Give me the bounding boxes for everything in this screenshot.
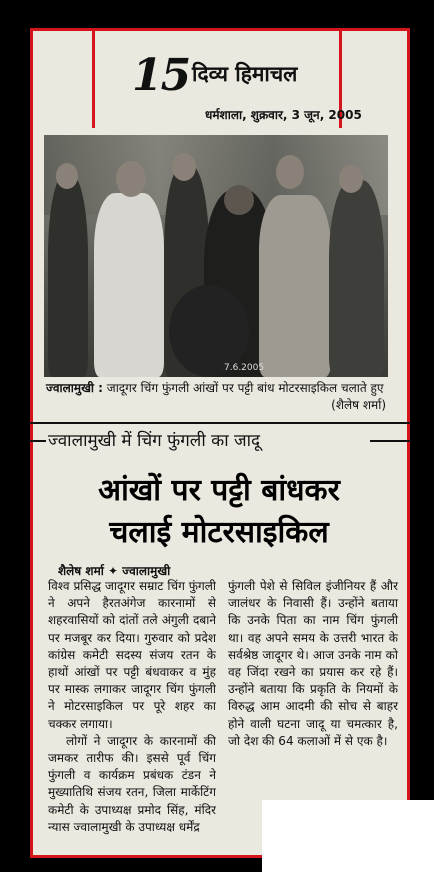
article-column-left <box>48 578 216 848</box>
photo-person <box>329 180 384 377</box>
article-paragraph: फुंगली पेशे से सिविल इंजीनियर हैं और जालंधर के निवासी हैं। उन्होंने बताया कि उनके पिता का नाम चिंग फुंगली था। वह अपने समय के उत्तरी भारत के सर्वश्रेष्ठ जादूगर थे। आज उनके नाम को वह जिंदा रखने का प्रयास कर रहे हैं। उन्होंने बताया कि प्रकृति के नियमों के विरुद्ध आम आदमी की सोच से बाहर होने वाली घटना जादू या चमत्कार है, जो देश की 64 कलाओं में से एक है। <box>228 579 398 748</box>
article-paragraph: लोगों ने जादूगर के कारनामों की जमकर तारीफ की। इससे पूर्व चिंग फुंगली व कार्यक्रम प्रबंधक टंडन ने मुख्यातिथि संजय रतन, जिला मार्केटिंग कमेटी के उपाध्यक्ष प्रमोद सिंह, मंदिर न्यास ज्वालामुखी के उपाध्यक्ष धर्मेंद्र <box>48 733 216 834</box>
kicker: ज्वालामुखी में चिंग फुंगली का जादू <box>48 431 261 451</box>
photo-person-head <box>172 153 196 181</box>
headline <box>44 470 394 554</box>
article-column-right <box>228 578 398 750</box>
photo-rider-head <box>224 185 254 215</box>
divider <box>30 440 46 442</box>
photo-person-white-shirt <box>94 193 164 377</box>
photo-person-head <box>56 163 78 189</box>
article-paragraph: विश्व प्रसिद्ध जादूगर सम्राट चिंग फुंगली ने अपने हैरतअंगेज कारनामों से शहरवासियों को दांतों तले अंगुली दबाने पर मजबूर कर दिया। गुरुवार को प्रदेश कांग्रेस कमेटी सदस्य संजय रतन के हाथों आंखों पर पट्टी बंधवाकर व मुंह पर मास्क लगाकर जादूगर चिंग फुंगली ने मोटरसाइकिल पर पूरे शहर का चक्कर लगाया। <box>48 579 216 731</box>
photo-person-check-shirt <box>259 195 331 377</box>
divider <box>30 422 410 424</box>
newspaper-name: दिव्य हिमाचल <box>192 62 298 86</box>
photo-caption <box>46 380 386 412</box>
photo-credit: (शैलेष शर्मा) <box>331 398 386 412</box>
photo-person-head <box>276 155 304 189</box>
page-number: 15 <box>132 50 190 101</box>
byline: शैलेष शर्मा ✦ ज्वालामुखी <box>58 564 171 578</box>
caption-place: ज्वालामुखी : <box>46 381 103 395</box>
divider <box>370 440 410 442</box>
photo-person-head <box>116 161 146 197</box>
headline-line: आंखों पर पट्टी बांधकर <box>98 473 340 508</box>
caption-text: जादूगर चिंग फुंगली आंखों पर पट्टी बांध मोटरसाइकिल चलाते हुए <box>106 381 384 395</box>
photo-person-head <box>339 165 363 193</box>
photo-code: 7.6.2005 <box>224 363 265 373</box>
dateline: धर्मशाला, शुक्रवार, 3 जून, 2005 <box>205 108 362 122</box>
blank-area <box>262 800 434 872</box>
photo-person <box>48 175 88 377</box>
headline-line: चलाई मोटरसाइकिल <box>109 515 329 550</box>
news-photo <box>44 135 388 377</box>
